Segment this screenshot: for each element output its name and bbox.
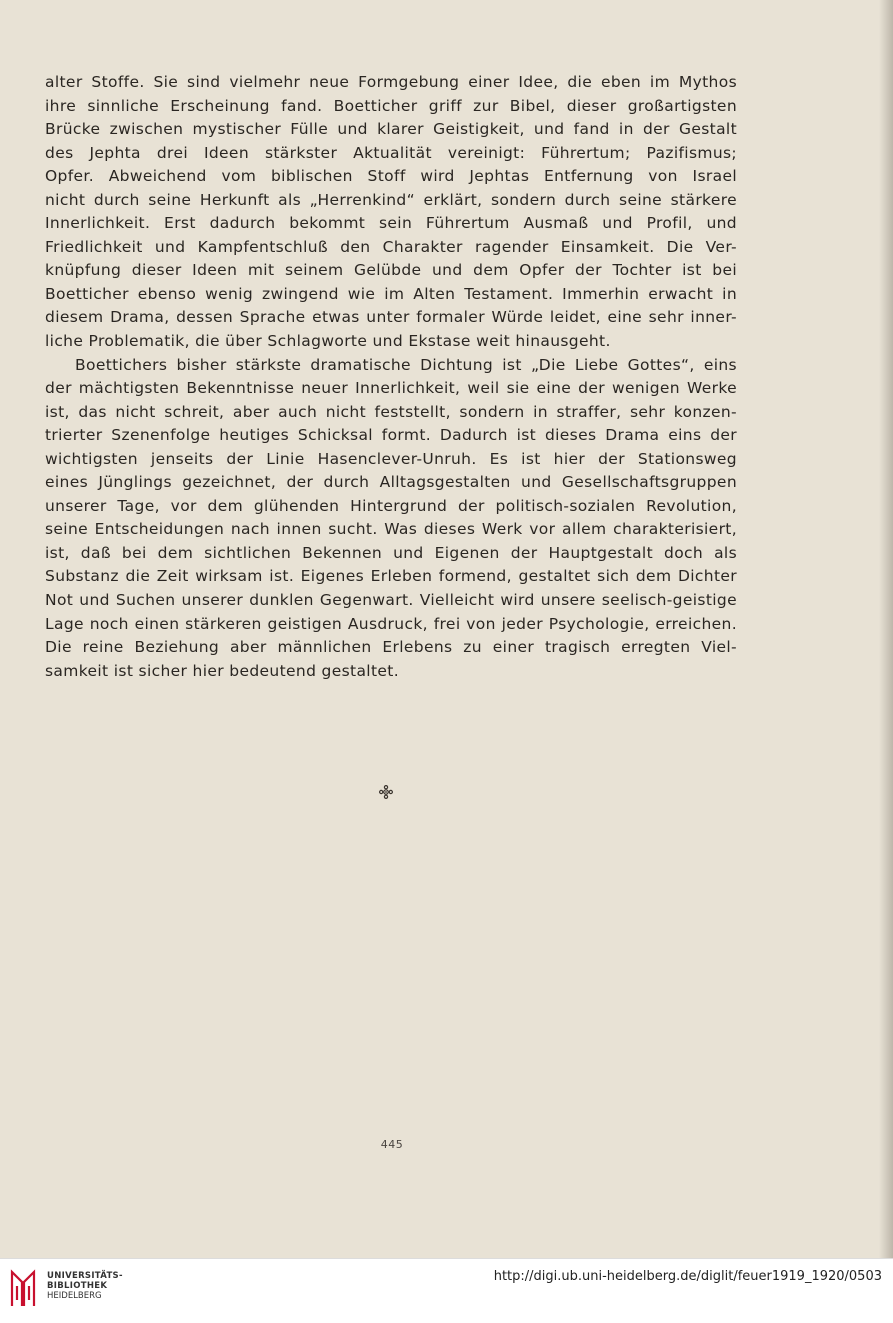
institution-name — [47, 1271, 123, 1301]
text-line: knüpfung dieser Ideen mit seinem Gelübde und dem Opfer der Tochter ist bei — [45, 261, 737, 280]
text-line: des Jephta drei Ideen stärkster Aktualität vereinigt: Führertum; Pazifismus; — [45, 143, 737, 162]
institution-line: UNIVERSITÄTS- — [47, 1271, 123, 1281]
text-line: Friedlichkeit und Kampfentschluß den Charakter ragender Einsamkeit. Die Ver- — [45, 237, 737, 256]
institution-line: BIBLIOTHEK — [47, 1281, 108, 1291]
text-line: diesem Drama, dessen Sprache etwas unter formaler Würde leidet, eine sehr inner- — [45, 308, 737, 327]
text-line: Boetticher ebenso wenig zwingend wie im Alten Testament. Immerhin erwacht in — [45, 284, 737, 303]
paragraph-1 — [45, 71, 737, 354]
text-line: ist, das nicht schreit, aber auch nicht feststellt, sondern in straffer, sehr konzen- — [45, 402, 737, 421]
text-line: liche Problematik, die über Schlagworte und Ekstase weit hinausgeht. — [45, 332, 611, 351]
text-line: Brücke zwischen mystischer Fülle und klarer Geistigkeit, und fand in der Gestalt — [45, 120, 737, 139]
text-line: Opfer. Abweichend vom biblischen Stoff wird Jephtas Entfernung von Israel — [45, 167, 737, 186]
flower-ornament-icon — [378, 784, 394, 800]
text-line: nicht durch seine Herkunft als „Herrenkind“ erklärt, sondern durch seine stärkere — [45, 190, 737, 209]
text-line: Innerlichkeit. Erst dadurch bekommt sein Führertum Ausmaß und Profil, und — [45, 214, 737, 233]
paragraph-2 — [45, 354, 737, 684]
text-line: trierter Szenenfolge heutiges Schicksal formt. Dadurch ist dieses Drama eins der — [45, 426, 737, 445]
text-line: samkeit ist sicher hier bedeutend gestaltet. — [45, 661, 399, 680]
permalink[interactable]: http://digi.ub.uni-heidelberg.de/diglit/feuer1919_1920/0503 — [493, 1269, 882, 1284]
text-line: Substanz die Zeit wirksam ist. Eigenes Erleben formend, gestaltet sich dem Dichter — [45, 567, 737, 586]
text-line: Die reine Beziehung aber männlichen Erlebens zu einer tragisch erregten Viel- — [45, 638, 737, 657]
text-line: der mächtigsten Bekenntnisse neuer Innerlichkeit, weil sie eine der wenigen Werke — [45, 379, 737, 398]
page-number: 445 — [380, 1138, 404, 1151]
text-line: ihre sinnliche Erscheinung fand. Boetticher griff zur Bibel, dieser großartigsten — [45, 96, 737, 115]
body-text — [45, 71, 737, 683]
text-line: Boettichers bisher stärkste dramatische Dichtung ist „Die Liebe Gottes“, eins — [75, 355, 737, 374]
text-line: Lage noch einen stärkeren geistigen Ausdruck, frei von jeder Psychologie, erreichen. — [45, 614, 737, 633]
text-line: eines Jünglings gezeichnet, der durch Alltagsgestalten und Gesellschaftsgruppen — [45, 473, 737, 492]
text-line: ist, daß bei dem sichtlichen Bekennen und Eigenen der Hauptgestalt doch als — [45, 543, 737, 562]
text-line: Not und Suchen unserer dunklen Gegenwart. Vielleicht wird unsere seelisch-geistige — [45, 591, 737, 610]
university-library-logo-icon[interactable] — [8, 1266, 38, 1310]
institution-line: HEIDELBERG — [47, 1291, 102, 1301]
text-line: wichtigsten jenseits der Linie Hasenclever-Unruh. Es ist hier der Stationsweg — [45, 449, 737, 468]
text-line: unserer Tage, vor dem glühenden Hintergrund der politisch-sozialen Revolution, — [45, 496, 737, 515]
text-line: alter Stoffe. Sie sind vielmehr neue Formgebung einer Idee, die eben im Mythos — [45, 73, 737, 91]
footer-bar — [0, 1258, 893, 1323]
text-line: seine Entscheidungen nach innen sucht. Was dieses Werk vor allem charakterisiert, — [45, 520, 737, 539]
